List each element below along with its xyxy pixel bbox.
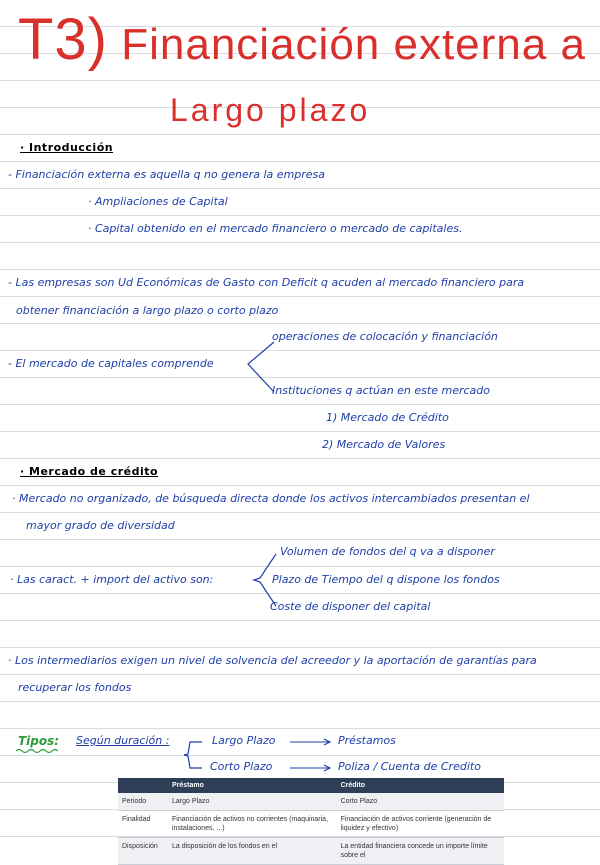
table-cell: Disposición bbox=[118, 838, 168, 865]
tipo-corto-plazo: Corto Plazo bbox=[210, 760, 273, 773]
credito-line2: mayor grado de diversidad bbox=[26, 519, 175, 532]
table-header-cell bbox=[118, 778, 168, 793]
title-rest: Financiación externa a bbox=[121, 20, 586, 69]
table-cell: La entidad financiera concede un importe límite sobre el bbox=[337, 838, 504, 865]
table-header-cell: Crédito bbox=[337, 778, 504, 793]
caracteristica-volumen: Volumen de fondos del q va a disponer bbox=[280, 545, 495, 558]
tipos-word: Tipos bbox=[18, 734, 55, 748]
brace-tipos bbox=[180, 740, 204, 770]
table-row bbox=[118, 838, 504, 865]
tipos-label bbox=[18, 734, 59, 748]
caracteristicas-lead: · Las caract. + import del activo son: bbox=[10, 573, 214, 586]
caracteristica-coste: Coste de disponer del capital bbox=[270, 600, 431, 613]
tipo-largo-plazo: Largo Plazo bbox=[212, 734, 276, 747]
title-line2: Largo plazo bbox=[170, 92, 371, 128]
title-line1 bbox=[18, 6, 586, 73]
intro-para2: obtener financiación a largo plazo o corto plazo bbox=[16, 304, 279, 317]
intro-bullet2: · Capital obtenido en el mercado financiero o mercado de capitales. bbox=[88, 222, 463, 235]
intro-bullet1: · Ampliaciones de Capital bbox=[88, 195, 228, 208]
intermediarios-line2: recuperar los fondos bbox=[18, 681, 132, 694]
arrow-corto bbox=[290, 764, 334, 772]
capitales-lead: - El mercado de capitales comprende bbox=[8, 357, 214, 370]
intro-para1: - Las empresas son Ud Económicas de Gasto con Deficit q acuden al mercado financiero para bbox=[8, 276, 525, 289]
tipos-criterio: Según duración : bbox=[76, 734, 170, 747]
mercado-credito-item: 1) Mercado de Crédito bbox=[326, 411, 449, 424]
section-heading-intro: · Introducción bbox=[20, 141, 114, 154]
brace-capitales bbox=[240, 340, 276, 396]
table-cell: Finalidad bbox=[118, 811, 168, 838]
intro-line1: - Financiación externa es aquella q no genera la empresa bbox=[8, 168, 326, 181]
comparison-table bbox=[118, 778, 504, 865]
table-header-cell: Préstamo bbox=[168, 778, 337, 793]
table-row bbox=[118, 793, 504, 811]
arrow-largo bbox=[290, 738, 334, 746]
table-row bbox=[118, 811, 504, 838]
capitales-branch-top: operaciones de colocación y financiación bbox=[272, 330, 498, 343]
table-cell: Largo Plazo bbox=[168, 793, 337, 811]
tipos-squiggle bbox=[16, 748, 62, 754]
table-cell: Financiación de activos corriente (generación de liquidez y efectivo) bbox=[337, 811, 504, 838]
table-cell: La disposición de los fondos en el bbox=[168, 838, 337, 865]
capitales-branch-bottom: Instituciones q actúan en este mercado bbox=[272, 384, 490, 397]
resultado-prestamos: Préstamos bbox=[338, 734, 396, 747]
resultado-poliza: Poliza / Cuenta de Credito bbox=[338, 760, 481, 773]
table-cell: Periodo bbox=[118, 793, 168, 811]
mercado-valores-item: 2) Mercado de Valores bbox=[322, 438, 446, 451]
section-heading-credito: · Mercado de crédito bbox=[20, 465, 159, 478]
caracteristica-plazo: Plazo de Tiempo del q dispone los fondos bbox=[272, 573, 500, 586]
credito-line1: · Mercado no organizado, de búsqueda directa donde los activos intercambiados presentan el bbox=[12, 492, 530, 505]
table-cell: Financiación de activos no corrientes (maquinaria, instalaciones, ...) bbox=[168, 811, 337, 838]
tipos-separator: : bbox=[54, 734, 60, 748]
intermediarios-line1: · Los intermediarios exigen un nivel de solvencia del acreedor y la aportación de garantías para bbox=[8, 654, 537, 667]
title-prefix: T3) bbox=[18, 7, 108, 72]
table-header-row bbox=[118, 778, 504, 793]
table-cell: Corto Plazo bbox=[337, 793, 504, 811]
